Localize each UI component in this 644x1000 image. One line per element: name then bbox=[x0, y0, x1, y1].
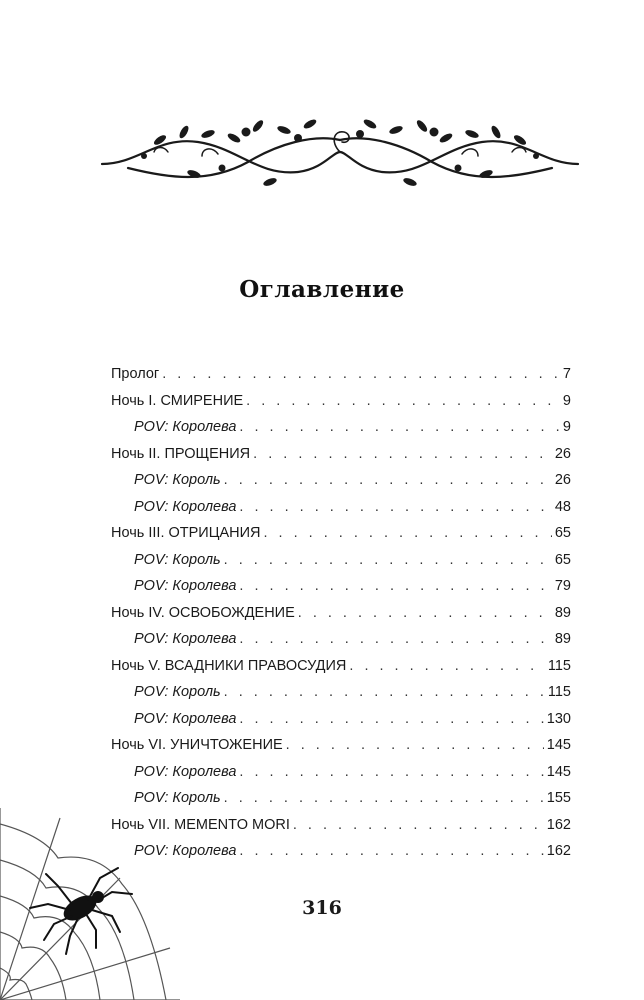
toc-page-number: 48 bbox=[554, 498, 571, 515]
toc-pov-prefix: POV: bbox=[134, 631, 169, 647]
toc-pov-name: Королева bbox=[172, 498, 237, 515]
toc-subentry bbox=[111, 497, 571, 524]
dot-leader bbox=[239, 841, 543, 861]
toc-entry-label bbox=[134, 470, 221, 490]
toc-pov-name: Королева bbox=[172, 763, 237, 780]
toc-subentry bbox=[111, 788, 571, 815]
toc-entry-label bbox=[134, 682, 221, 702]
table-of-contents bbox=[111, 364, 571, 868]
toc-subentry bbox=[111, 682, 571, 709]
toc-pov-name: Король bbox=[172, 472, 221, 488]
dot-leader bbox=[239, 762, 543, 782]
toc-pov-prefix: POV: bbox=[134, 472, 169, 488]
dot-leader bbox=[162, 364, 560, 384]
toc-entry-label: Ночь VII. MEMENTO MORI bbox=[111, 816, 290, 833]
toc-page-number: 145 bbox=[546, 763, 571, 780]
toc-entry bbox=[111, 364, 571, 391]
toc-page-number: 145 bbox=[546, 737, 571, 753]
toc-pov-name: Королева bbox=[172, 578, 237, 594]
page-number: 316 bbox=[302, 897, 342, 919]
toc-entry bbox=[111, 815, 571, 842]
toc-page-number: 115 bbox=[547, 684, 571, 700]
dot-leader bbox=[224, 470, 552, 490]
toc-entry bbox=[111, 523, 571, 550]
toc-page-number: 26 bbox=[554, 445, 571, 462]
toc-page-number: 79 bbox=[554, 578, 571, 594]
toc-page-number: 162 bbox=[546, 816, 571, 833]
toc-subentry bbox=[111, 709, 571, 736]
dot-leader bbox=[224, 682, 545, 702]
vine-ornament-icon bbox=[98, 112, 582, 194]
toc-page-number: 9 bbox=[562, 419, 571, 435]
toc-entry-label: Пролог bbox=[111, 366, 160, 382]
toc-entry-label: Ночь IV. ОСВОБОЖДЕНИЕ bbox=[111, 604, 295, 621]
toc-pov-prefix: POV: bbox=[134, 684, 169, 700]
toc-pov-prefix: POV: bbox=[134, 763, 169, 780]
toc-pov-name: Король bbox=[172, 551, 221, 568]
toc-page-number: 89 bbox=[554, 631, 571, 647]
toc-page-number: 89 bbox=[554, 604, 571, 621]
toc-pov-prefix: POV: bbox=[134, 790, 169, 806]
toc-page-number: 26 bbox=[554, 472, 571, 488]
toc-subentry bbox=[111, 550, 571, 577]
dot-leader bbox=[239, 709, 543, 729]
toc-entry-label bbox=[134, 762, 236, 782]
dot-leader bbox=[239, 417, 560, 437]
toc-page-number: 7 bbox=[562, 366, 571, 382]
toc-pov-prefix: POV: bbox=[134, 551, 169, 568]
toc-entry-label bbox=[134, 550, 221, 570]
toc-entry bbox=[111, 603, 571, 630]
toc-subentry bbox=[111, 841, 571, 868]
dot-leader bbox=[264, 523, 552, 543]
toc-entry-label bbox=[134, 576, 236, 596]
toc-page-number: 115 bbox=[547, 657, 571, 674]
toc-page-number: 9 bbox=[562, 392, 571, 409]
dot-leader bbox=[253, 444, 552, 464]
toc-title: Оглавление bbox=[239, 276, 405, 303]
dot-leader bbox=[246, 391, 560, 411]
dot-leader bbox=[349, 656, 544, 676]
toc-subentry bbox=[111, 576, 571, 603]
toc-entry bbox=[111, 391, 571, 418]
dot-leader bbox=[286, 735, 544, 755]
toc-entry-label bbox=[134, 709, 236, 729]
toc-entry-label bbox=[134, 417, 236, 437]
toc-pov-prefix: POV: bbox=[134, 419, 169, 435]
toc-entry-label: Ночь I. СМИРЕНИЕ bbox=[111, 392, 244, 409]
toc-entry-label: Ночь V. ВСАДНИКИ ПРАВОСУДИЯ bbox=[111, 657, 347, 674]
toc-pov-prefix: POV: bbox=[134, 843, 169, 859]
toc-pov-prefix: POV: bbox=[134, 578, 169, 594]
toc-entry bbox=[111, 444, 571, 471]
toc-entry-label bbox=[134, 497, 236, 517]
toc-subentry bbox=[111, 629, 571, 656]
dot-leader bbox=[298, 603, 552, 623]
dot-leader bbox=[224, 550, 552, 570]
toc-pov-prefix: POV: bbox=[134, 710, 169, 727]
toc-pov-name: Король bbox=[172, 790, 221, 806]
toc-pov-name: Королева bbox=[172, 419, 237, 435]
spider-web-icon bbox=[0, 808, 180, 1000]
toc-pov-name: Королева bbox=[172, 631, 237, 647]
toc-page-number: 65 bbox=[554, 525, 571, 541]
toc-page-number: 130 bbox=[546, 710, 571, 727]
toc-subentry bbox=[111, 470, 571, 497]
toc-pov-name: Король bbox=[172, 684, 221, 700]
toc-entry-label: Ночь II. ПРОЩЕНИЯ bbox=[111, 445, 251, 462]
toc-entry-label bbox=[134, 629, 236, 649]
toc-entry-label bbox=[134, 788, 221, 808]
toc-page-number: 65 bbox=[554, 551, 571, 568]
dot-leader bbox=[293, 815, 544, 835]
toc-pov-name: Королева bbox=[172, 843, 237, 859]
toc-entry-label: Ночь VI. УНИЧТОЖЕНИЕ bbox=[111, 737, 283, 753]
toc-pov-prefix: POV: bbox=[134, 498, 169, 515]
toc-entry-label: Ночь III. ОТРИЦАНИЯ bbox=[111, 525, 261, 541]
toc-subentry bbox=[111, 762, 571, 789]
dot-leader bbox=[239, 629, 551, 649]
toc-entry bbox=[111, 735, 571, 762]
dot-leader bbox=[239, 576, 551, 596]
toc-page-number: 162 bbox=[546, 843, 571, 859]
toc-entry bbox=[111, 656, 571, 683]
toc-subentry bbox=[111, 417, 571, 444]
dot-leader bbox=[224, 788, 544, 808]
dot-leader bbox=[239, 497, 551, 517]
toc-page-number: 155 bbox=[546, 790, 571, 806]
toc-pov-name: Королева bbox=[172, 710, 237, 727]
